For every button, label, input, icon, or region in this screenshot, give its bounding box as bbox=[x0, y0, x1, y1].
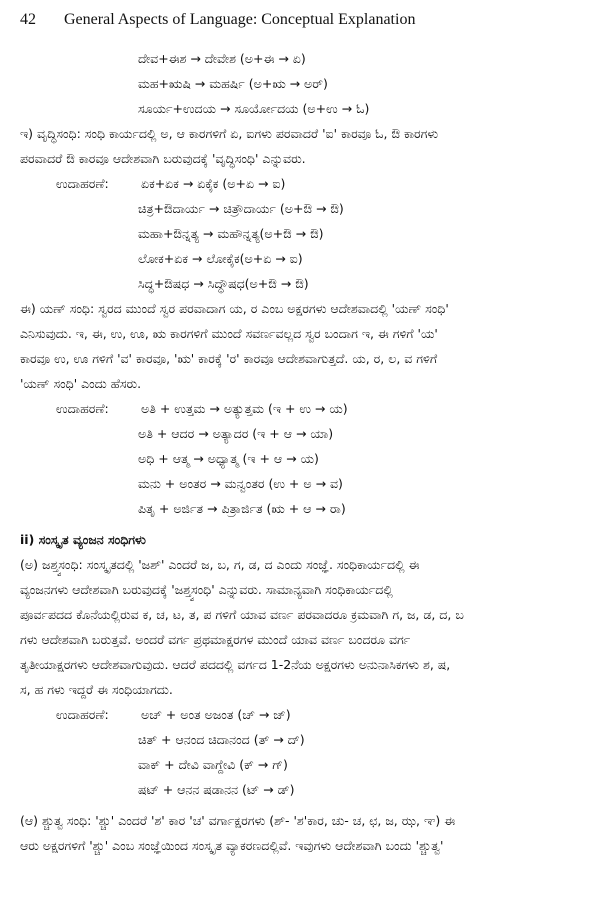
shchutva-section bbox=[20, 808, 580, 858]
example-line: ದೇವ+ಈಶ → ದೇವೇಶ (ಅ+ಈ → ಏ) bbox=[138, 51, 306, 66]
example-line: ಚಿತ್ರ+ಔದಾರ್ಯ → ಚಿತ್ರೌದಾರ್ಯ (ಅ+ಔ → ಔ) bbox=[138, 201, 344, 216]
example-block-start bbox=[20, 396, 580, 421]
example-block-start bbox=[20, 171, 580, 196]
example-line: ಲೋಕ+ಏಕ → ಲೋಕೈಕ(ಅ+ಏ → ಐ) bbox=[138, 251, 303, 266]
example-line: ಅತಿ + ಉತ್ತಮ → ಅತ್ಯುತ್ತಮ (ಇ + ಉ → ಯ) bbox=[141, 401, 348, 416]
example-line: ಅಧಿ + ಆತ್ಮ → ಅಧ್ಯಾತ್ಮ (ಇ + ಆ → ಯ) bbox=[138, 451, 319, 466]
example-line: ಪಿತೃ + ಅರ್ಜಿತ → ಪಿತ್ರಾರ್ಜಿತ (ಋ + ಆ → ರಾ) bbox=[138, 501, 346, 516]
example-line: ಷಟ್ + ಆನನ ಷಡಾನನ (ಟ್ → ಡ್) bbox=[138, 782, 295, 797]
paragraph-line: ಕಾರವೂ ಉ, ಊ ಗಳಿಗೆ 'ವ' ಕಾರವೂ, 'ಋ' ಕಾರಕ್ಕೆ 'ರ' ಕಾರವೂ ಆದೇಶವಾಗುತ್ತದೆ. ಯ, ರ, ಲ, ವ ಗಳಿಗೆ bbox=[20, 351, 438, 366]
example-line: ಅತಿ + ಆದರ → ಅತ್ಯಾದರ (ಇ + ಆ → ಯಾ) bbox=[138, 426, 334, 441]
example-line: ಅಚ್ + ಅಂತ ಅಜಂತ (ಚ್ → ಜ್) bbox=[141, 707, 291, 722]
example-line: ವಾಕ್ + ದೇವಿ ವಾಗ್ದೇವಿ (ಕ್ → ಗ್) bbox=[138, 757, 288, 772]
paragraph-line: ಗಳು ಆದೇಶವಾಗಿ ಬರುತ್ತವೆ. ಅಂದರೆ ವರ್ಗ ಪ್ರಥಮಾಕ್ಷರಗಳ ಮುಂದೆ ಯಾವ ವರ್ಣ ಬಂದರೂ ವರ್ಗ bbox=[20, 632, 411, 647]
section-heading: ii) ಸಂಸ್ಕೃತ ವ್ಯಂಜನ ಸಂಧಿಗಳು bbox=[20, 532, 146, 547]
yan-section bbox=[20, 296, 580, 521]
page-number: 42 bbox=[20, 11, 36, 28]
running-title: General Aspects of Language: Conceptual Explanation bbox=[64, 11, 416, 28]
example-label: ಉದಾಹರಣೆ: bbox=[56, 401, 109, 416]
example-line: ಏಕ+ಏಕ → ಏಕೈಕ (ಅ+ಏ → ಐ) bbox=[141, 176, 286, 191]
example-label: ಉದಾಹರಣೆ: bbox=[56, 176, 109, 191]
jashtva-section bbox=[20, 552, 580, 802]
paragraph-line: ಪರವಾದರೆ ಔ ಕಾರವೂ ಆದೇಶವಾಗಿ ಬರುವುದಕ್ಕೆ 'ವೃದ್ಧಿಸಂಧಿ' ಎನ್ನುವರು. bbox=[20, 151, 306, 166]
example-line: ಮಹಾ+ಔನ್ನತ್ಯ → ಮಹೌನ್ನತ್ಯ(ಅ+ಔ → ಔ) bbox=[138, 226, 324, 241]
guna-examples bbox=[20, 46, 580, 121]
vriddhi-section bbox=[20, 121, 580, 296]
paragraph-line: ಸ, ಹ ಗಳು ಇದ್ದರೆ ಈ ಸಂಧಿಯಾಗದು. bbox=[20, 682, 173, 697]
paragraph-line: ಇ) ವೃದ್ಧಿಸಂಧಿ: ಸಂಧಿ ಕಾರ್ಯದಲ್ಲಿ ಅ, ಆ ಕಾರಗಳಿಗೆ ಏ, ಐಗಳು ಪರವಾದರೆ 'ಐ' ಕಾರವೂ ಓ, ಔ ಕಾರಗಳು bbox=[20, 126, 439, 141]
example-line: ಮನು + ಅಂತರ → ಮನ್ವಂತರ (ಉ + ಅ → ವ) bbox=[138, 476, 343, 491]
paragraph-line: ತೃತೀಯಾಕ್ಷರಗಳು ಆದೇಶವಾಗುವುದು. ಆದರೆ ಪದದಲ್ಲಿ ವರ್ಗದ 1-2ನೆಯ ಅಕ್ಷರಗಳು ಅನುನಾಸಿಕಗಳು ಶ, ಷ, bbox=[20, 657, 451, 672]
example-label: ಉದಾಹರಣೆ: bbox=[56, 707, 109, 722]
page-header bbox=[20, 10, 580, 30]
paragraph-line: ಈ) ಯಣ್ ಸಂಧಿ: ಸ್ವರದ ಮುಂದೆ ಸ್ವರ ಪರವಾದಾಗ ಯ, ರ ಎಂಬ ಅಕ್ಷರಗಳು ಆದೇಶವಾದಲ್ಲಿ 'ಯಣ್ ಸಂಧಿ' bbox=[20, 301, 449, 316]
example-line: ಮಹ+ಋಷಿ → ಮಹರ್ಷಿ (ಅ+ಋ → ಅರ್) bbox=[138, 76, 328, 91]
paragraph-line: (ಆ) ಶ್ಚುತ್ವ ಸಂಧಿ: 'ಶ್ಚು' ಎಂದರೆ 'ಶ' ಕಾರ 'ಚ' ವರ್ಗಾಕ್ಷರಗಳು (ಶ್- 'ಶ'ಕಾರ, ಚು- ಚ, ಛ, ಜ, ಝ, ಞ) ಈ bbox=[20, 813, 456, 828]
example-line: ಸೂರ್ಯ+ಉದಯ → ಸೂರ್ಯೋದಯ (ಅ+ಉ → ಓ) bbox=[138, 101, 370, 116]
paragraph-line: (ಅ) ಜಶ್ತ್ವಸಂಧಿ: ಸಂಸ್ಕೃತದಲ್ಲಿ 'ಜಶ್' ಎಂದರೆ ಜ, ಬ, ಗ, ಡ, ದ ಎಂದು ಸಂಜ್ಞೆ. ಸಂಧಿಕಾರ್ಯದಲ್ಲಿ ಈ bbox=[20, 557, 420, 572]
example-line: ಚಿತ್ + ಆನಂದ ಚಿದಾನಂದ (ತ್ → ದ್) bbox=[138, 732, 305, 747]
paragraph-line: ವ್ಯಂಜನಗಳು ಆದೇಶವಾಗಿ ಬರುವುದಕ್ಕೆ 'ಜಶ್ತ್ವಸಂಧಿ' ಎನ್ನುವರು. ಸಾಮಾನ್ಯವಾಗಿ ಸಂಧಿಕಾರ್ಯದಲ್ಲಿ bbox=[20, 582, 393, 597]
paragraph-line: ಆರು ಅಕ್ಷರಗಳಿಗೆ 'ಶ್ಚು' ಎಂಬ ಸಂಜ್ಞೆಯಿಂದ ಸಂಸ್ಕೃತ ವ್ಯಾಕರಣದಲ್ಲಿವೆ. ಇವುಗಳು ಆದೇಶವಾಗಿ ಬಂದು 'ಶ್ಚುತ್ವ' bbox=[20, 838, 444, 853]
paragraph-line: ಎನಿಸುವುದು. ಇ, ಈ, ಉ, ಊ, ಋ ಕಾರಗಳಿಗೆ ಮುಂದೆ ಸವರ್ಣವಲ್ಲದ ಸ್ವರ ಬಂದಾಗ ಇ, ಈ ಗಳಿಗೆ 'ಯ' bbox=[20, 326, 438, 341]
paragraph-line: 'ಯಣ್ ಸಂಧಿ' ಎಂದು ಹೆಸರು. bbox=[20, 376, 142, 391]
paragraph-line: ಪೂರ್ವಪದದ ಕೊನೆಯಲ್ಲಿರುವ ಕ, ಚ, ಟ, ತ, ಪ ಗಳಿಗೆ ಯಾವ ವರ್ಣ ಪರವಾದರೂ ಕ್ರಮವಾಗಿ ಗ, ಜ, ಡ, ದ, ಬ bbox=[20, 607, 464, 622]
example-block-start bbox=[20, 702, 580, 727]
example-line: ಸಿದ್ಧ+ಔಷಧ → ಸಿದ್ಧೌಷಧ(ಅ+ಔ → ಔ) bbox=[138, 276, 309, 291]
